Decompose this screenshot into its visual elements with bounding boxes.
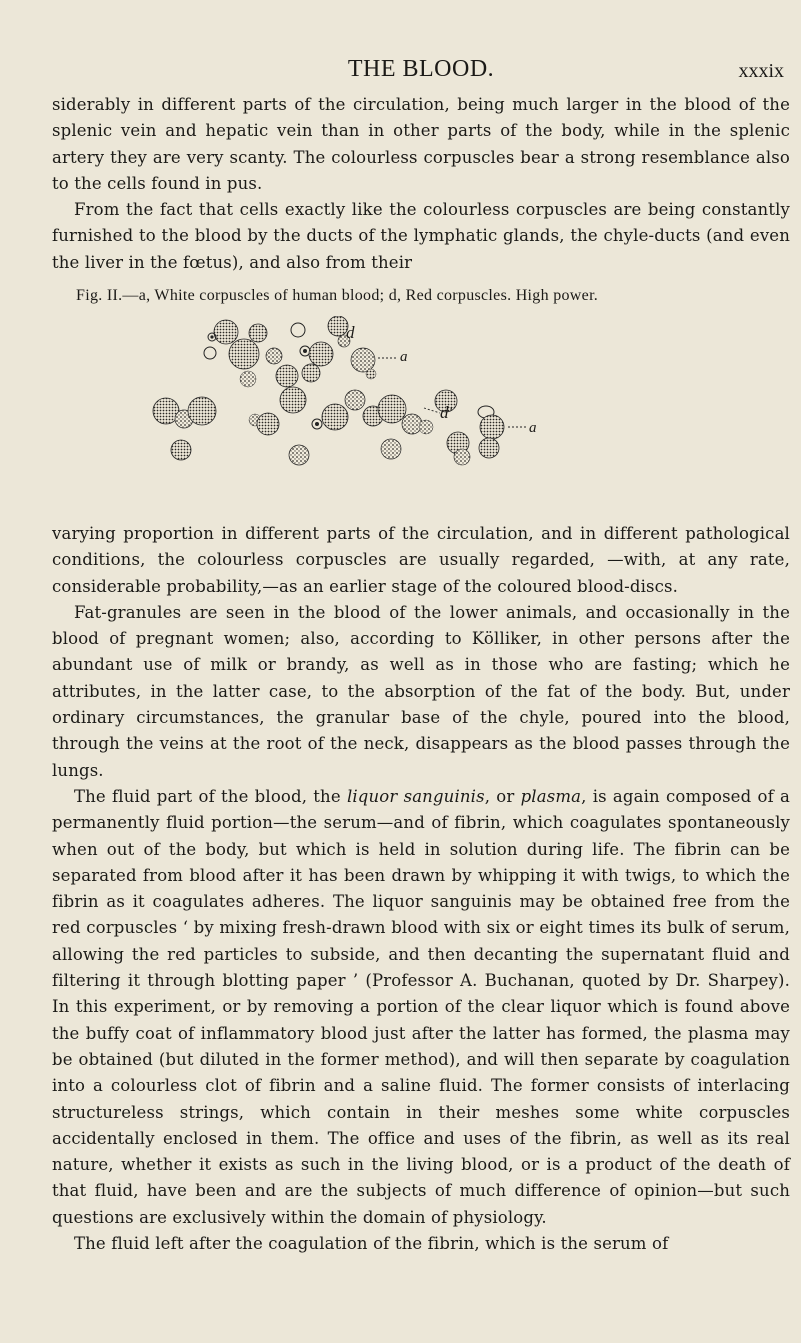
white-corpuscle	[328, 316, 348, 336]
white-corpuscle	[322, 404, 348, 430]
white-corpuscle	[188, 397, 216, 425]
white-corpuscle	[214, 320, 238, 344]
red-corpuscle	[291, 323, 305, 337]
text-block-top	[52, 92, 790, 276]
white-corpuscle	[381, 439, 401, 459]
white-corpuscle	[402, 414, 422, 434]
paragraph-serum: The fluid left after the coagulation of the fibrin, which is the serum of	[74, 1234, 669, 1254]
label-d: d	[346, 323, 355, 342]
paragraph-fluid-part	[52, 784, 790, 1231]
fluid-part-text-3: , is again composed of a permanently fluid portion—the serum—and of fibrin, which coagulates spontaneously when out of the body, but which is held in solution during life. The fibrin can be separated from blood after it has been drawn by whipping it with twigs, to which the fibrin as it coagulates adheres. The liquor sanguinis may be obtained free from the red corpuscles ‘ by mixing fresh-drawn blood with six or eight times its bulk of serum, allowing the red particles to subside, and then decanting the supernatant fluid and filtering it through blotting paper ’ (Professor A. Buchanan, quoted by Dr. Sharpey). In this experiment, or by removing a portion of the clear liquor which is found above the buffy coat of inflammatory blood just after the latter has formed, the plasma may be obtained (but diluted in the former method), and will then separate by coagulation into a colourless clot of fibrin and a saline fluid. The former consists of interlacing structureless strings, which contain in their meshes some white corpuscles accidentally enclosed in them. The office and uses of the fibrin, as well as its real nature, whether it exists as such in the living blood, or is a product of the death of that fluid, have been and are the subjects of much difference of opinion—but such questions are exclusively within the domain of physiology.	[52, 786, 790, 1227]
white-corpuscle	[249, 324, 267, 342]
red-corpuscle	[300, 346, 310, 356]
red-corpuscle	[204, 347, 216, 359]
white-corpuscle	[266, 348, 282, 364]
white-corpuscle	[454, 449, 470, 465]
page-number: xxxix	[738, 60, 784, 82]
term-liquor-sanguinis: liquor sanguinis	[346, 786, 485, 806]
text-block-bottom	[52, 521, 790, 1257]
running-title: THE BLOOD.	[347, 56, 495, 82]
white-corpuscle	[276, 365, 298, 387]
paragraph-colourless-corpuscles: From the fact that cells exactly like the colourless corpuscles are being constantly furnished to the blood by the ducts of the lymphatic glands, the chyle-ducts (and even the liver in the fœtus), and also from their	[52, 200, 790, 272]
blood-corpuscles-figure	[0, 316, 801, 516]
fluid-part-text-1: The fluid part of the blood, the	[74, 786, 347, 806]
white-corpuscle	[302, 364, 320, 382]
white-corpuscle	[378, 395, 406, 423]
white-corpuscle	[309, 342, 333, 366]
white-corpuscle	[419, 420, 433, 434]
white-corpuscle	[171, 440, 191, 460]
corpuscle-illustration	[0, 316, 801, 516]
paragraph-varying-proportion: varying proportion in different parts of the circulation, and in different pathological conditions, the colourless corpuscles are usually regarded, —with, at any rate, considerable probability,—as an earlier stage of the coloured blood-discs.	[52, 524, 790, 596]
label-d-prime: d′	[440, 403, 453, 422]
paragraph-continued: siderably in different parts of the circulation, being much larger in the blood of the splenic vein and hepatic vein than in other parts of the body, while in the splenic artery they are very scanty. The colourless corpuscles bear a strong resemblance also to the cells found in pus.	[52, 95, 790, 193]
white-corpuscle	[289, 445, 309, 465]
figure-caption: Fig. II.—a, White corpuscles of human blood; d, Red corpuscles. High power.	[76, 287, 599, 304]
white-corpuscle	[366, 369, 376, 379]
white-corpuscle	[240, 371, 256, 387]
white-corpuscle	[280, 387, 306, 413]
white-corpuscle	[480, 415, 504, 439]
white-corpuscle	[351, 348, 375, 372]
page-header	[52, 56, 790, 86]
term-plasma: plasma	[520, 786, 582, 806]
white-corpuscle	[345, 390, 365, 410]
paragraph-fat-granules: Fat-granules are seen in the blood of the lower animals, and occasionally in the blood of pregnant women; also, according to Kölliker, in other persons after the abundant use of milk or brandy, as well as in those who are fasting; which he attributes, in the latter case, to the absorption of the fat of the body. But, under ordinary circumstances, the granular base of the chyle, poured into the blood, through the veins at the root of the neck, disappears as the blood passes through the lungs.	[52, 602, 790, 780]
white-corpuscle	[479, 438, 499, 458]
red-corpuscle	[312, 419, 322, 429]
white-corpuscle	[229, 339, 259, 369]
leader-line-d-prime	[424, 408, 440, 413]
fluid-part-text-2: , or	[484, 786, 521, 806]
label-a-top: a	[400, 349, 408, 365]
label-a-bottom: a	[529, 420, 537, 436]
white-corpuscle	[257, 413, 279, 435]
